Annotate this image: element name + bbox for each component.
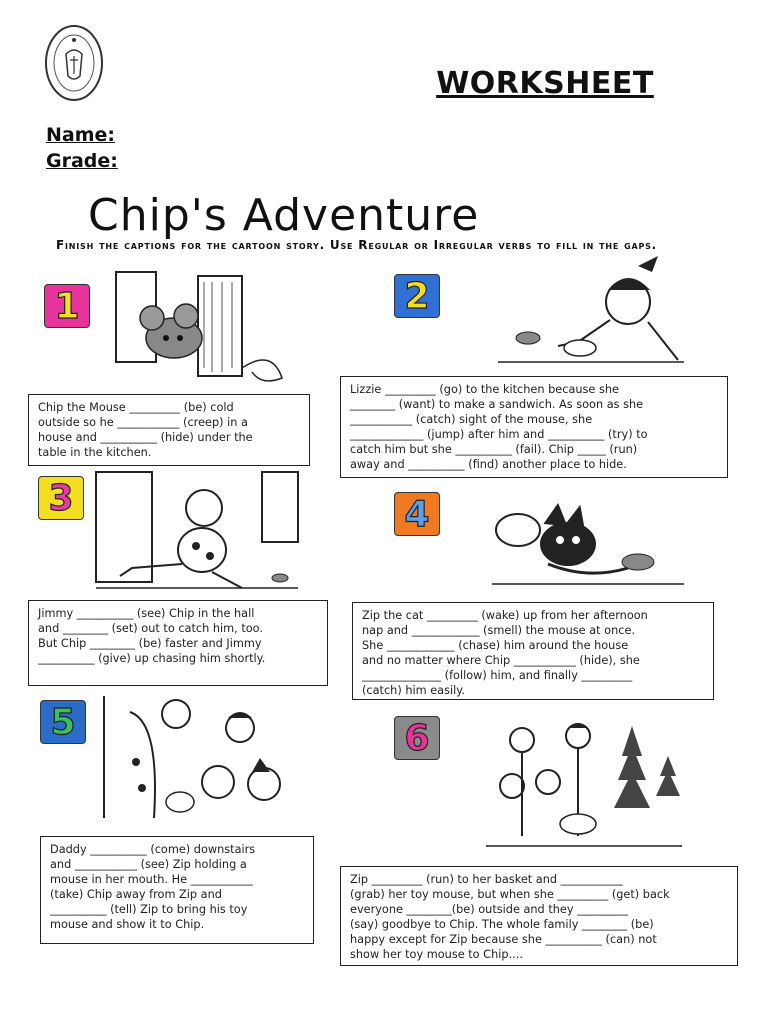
school-logo (44, 24, 104, 102)
panel-2-number-badge (394, 274, 440, 318)
panel-4-number-badge (394, 492, 440, 536)
panel-5-number-badge (40, 700, 86, 744)
panel-2-caption: Lizzie _________ (go) to the kitchen because she ________ (want) to make a sandwich. As soon as she ___________ (catch) sight of the mouse, she _____________ (jump) after him and __________ (try) to catch him but she __________ (fail). Chip _____ (run) away and __________ (find) another place to hide. (340, 376, 728, 478)
panel-4-caption: Zip the cat _________ (wake) up from her afternoon nap and ____________ (smell) the mouse at once. She ____________ (chase) him around the house and no matter where Chip ___________ (hide), she ______________ (follow) him, and finally _________ (catch) him easily. (352, 602, 714, 700)
name-label: Name: (46, 124, 116, 146)
panel-3-number: 3 (48, 477, 74, 519)
panel-6-caption: Zip _________ (run) to her basket and ___________ (grab) her toy mouse, but when she _________ (get) back everyone ________(be) outside and they _________ (say) goodbye to Chip. The whole family ________ (be) happy except for Zip because she __________ (can) not show her toy mouse to Chip.... (340, 866, 738, 966)
story-title: Chip's Adventure (88, 190, 480, 241)
worksheet-title: WORKSHEET (436, 66, 654, 101)
panel-5-caption: Daddy __________ (come) downstairs and ___________ (see) Zip holding a mouse in her mouth. He ___________ (take) Chip away from Zip and __________ (tell) Zip to bring his toy mouse and show it to Chip. (40, 836, 314, 944)
panel-2-number: 2 (404, 275, 430, 317)
panel-1-number: 1 (54, 285, 80, 327)
panel-1-number-badge (44, 284, 90, 328)
instructions: Finish the captions for the cartoon story. Use Regular or Irregular verbs to fill in the gaps. (56, 238, 658, 252)
panel-6-number-badge (394, 716, 440, 760)
panel-3-number-badge (38, 476, 84, 520)
daddy-with-zip-illustration (100, 692, 294, 822)
mouse-under-table-illustration (112, 268, 294, 388)
jimmy-chasing-mouse-illustration (92, 468, 302, 596)
grade-label: Grade: (46, 150, 118, 172)
panel-3-caption: Jimmy __________ (see) Chip in the hall and ________ (set) out to catch him, too. But Chip ________ (be) faster and Jimmy __________ (give) up chasing him shortly. (28, 600, 328, 686)
cat-chasing-mouse-illustration (488, 484, 688, 594)
family-goodbye-illustration (482, 716, 686, 854)
panel-4-number: 4 (404, 493, 430, 535)
lizzie-chasing-mouse-illustration (488, 250, 684, 374)
panel-6-number: 6 (404, 717, 430, 759)
panel-1-caption: Chip the Mouse _________ (be) cold outside so he ___________ (creep) in a house and __________ (hide) under the table in the kitchen. (28, 394, 310, 466)
panel-5-number: 5 (50, 701, 76, 743)
